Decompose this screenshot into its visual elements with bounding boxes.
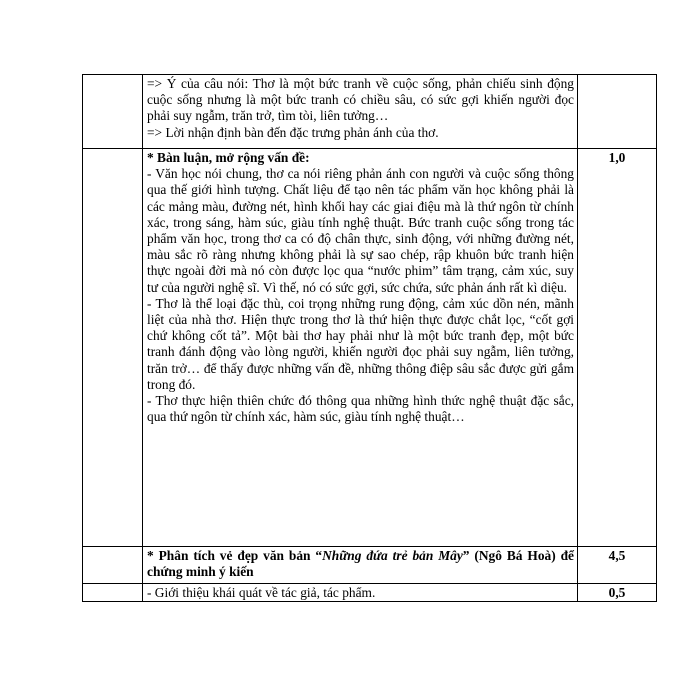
- heading-prefix: * Phân tích vẻ đẹp văn bản “: [147, 548, 323, 563]
- heading-suffix: ” (Ngô Bá Hoà) để chứng minh ý kiến: [147, 548, 574, 580]
- section-heading: [143, 547, 577, 580]
- blank-cell: [83, 75, 143, 149]
- section-heading: * Bàn luận, mở rộng vấn đề:: [147, 150, 310, 165]
- work-title: Những đứa trẻ bản Mây: [322, 548, 463, 563]
- blank-cell: [83, 584, 143, 602]
- table-row: [83, 584, 657, 602]
- paragraph: - Văn học nói chung, thơ ca nói riêng phản ánh con người và cuộc sống thông qua thế giới hình tượng. Chất liệu để tạo nên tác phẩm văn học không phải là các mảng màu, đường nét, hình khối hay các giai điệu mà là thứ ngôn từ chính xác, trong sáng, hàm súc, giàu tính nghệ thuật. Bức tranh cuộc sống trong tác phẩm văn học, trong thơ ca có độ chân thực, sinh động, với những đường nét, màu sắc rõ ràng nhưng không phải là sự sao chép, rập khuôn bức tranh hiện thực ngoài đời mà nó còn được lọc qua “nước phim” tâm trạng, cảm xúc, suy tư của người nghệ sĩ. Vì thế, nó có sức gợi, sức chứa, sức phản ánh rất kì diệu.: [147, 166, 574, 295]
- content-cell: [143, 75, 578, 149]
- paragraph: - Thơ là thể loại đặc thù, coi trọng những rung động, cảm xúc dồn nén, mãnh liệt của nhà thơ. Hiện thực trong thơ là thứ hiện thực được chắt lọc, “cốt gợi chứ không cốt tả”. Một bài thơ hay phải như là một bức tranh đẹp, một bức tranh đánh động vào lòng người, khiến người đọc phải suy ngẫm, liên tưởng, trăn trở… để thấy được những vấn đề, những thông điệp sâu sắc được gửi gắm trong đó.: [147, 295, 574, 392]
- score-cell: [578, 75, 657, 149]
- table-row: [83, 547, 657, 584]
- table-row: [83, 75, 657, 149]
- score-cell: [578, 149, 657, 547]
- blank-cell: [83, 149, 143, 547]
- grading-table: [82, 74, 657, 602]
- blank-cell: [83, 547, 143, 584]
- paragraph: - Thơ thực hiện thiên chức đó thông qua những hình thức nghệ thuật đặc sắc, qua thứ ngôn từ chính xác, hàm súc, giàu tính nghệ thuật…: [147, 393, 574, 425]
- table-row: [83, 149, 657, 547]
- score: [578, 75, 656, 76]
- score-cell: [578, 584, 657, 602]
- score: 4,5: [608, 548, 626, 563]
- content-cell: [143, 149, 578, 547]
- paragraph: => Ý của câu nói: Thơ là một bức tranh về cuộc sống, phản chiếu sinh động cuộc sống nhưng là một bức tranh có chiều sâu, có sức gợi khiến người đọc phải suy ngẫm, trăn trở, tìm tòi, liên tưởng…: [147, 76, 574, 124]
- content-cell: [143, 584, 578, 602]
- score-cell: [578, 547, 657, 584]
- paragraph: - Giới thiệu khái quát về tác giả, tác phẩm.: [147, 585, 376, 600]
- score: 0,5: [608, 585, 626, 600]
- content-cell: [143, 547, 578, 584]
- paragraph: => Lời nhận định bàn đến đặc trưng phản ánh của thơ.: [147, 124, 439, 140]
- score: 1,0: [608, 150, 626, 165]
